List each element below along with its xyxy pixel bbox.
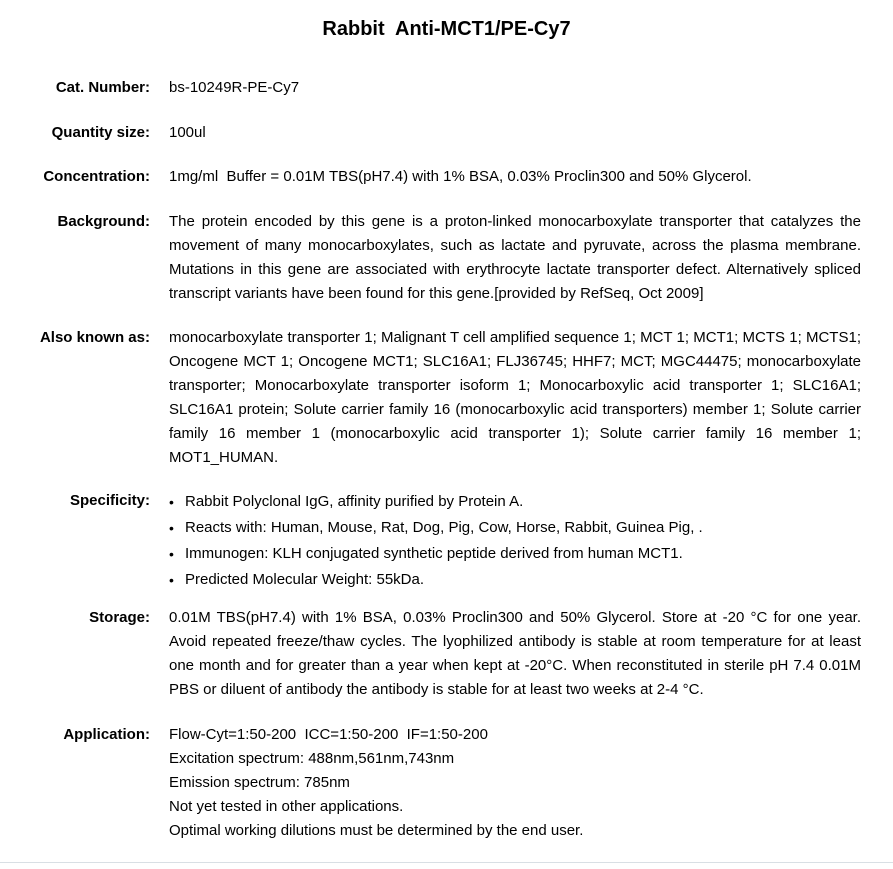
field-row-specificity — [0, 489, 893, 593]
application-excitation-line: Excitation spectrum: 488nm,561nm,743nm — [169, 750, 455, 767]
bullet-icon: • — [169, 494, 174, 510]
bullet-text: Rabbit Polyclonal IgG, affinity purified by Protein A. — [185, 493, 524, 510]
bullet-icon: • — [169, 572, 174, 588]
application-not-tested-line: Not yet tested in other applications. — [169, 798, 404, 815]
bullet-text: Predicted Molecular Weight: 55kDa. — [185, 571, 425, 588]
field-row-quantity-size — [0, 121, 893, 145]
list-item — [169, 567, 861, 593]
field-row-concentration — [0, 165, 893, 189]
application-lines — [169, 723, 861, 843]
field-label-quantity-size: Quantity size: — [51, 124, 150, 141]
field-value-cat-number: bs-10249R-PE-Cy7 — [169, 79, 300, 96]
specificity-bullet-list — [169, 489, 861, 593]
bottom-divider — [0, 862, 893, 863]
list-item — [169, 489, 861, 515]
field-label-also-known-as: Also known as: — [39, 329, 150, 346]
field-label-concentration: Concentration: — [43, 168, 150, 185]
field-value-concentration: 1mg/ml Buffer = 0.01M TBS(pH7.4) with 1% BSA, 0.03% Proclin300 and 50% Glycerol. — [169, 168, 752, 185]
field-value-background: The protein encoded by this gene is a proton-linked monocarboxylate transporter that catalyzes the movement of many monocarboxylates, such as lactate and pyruvate, across the plasma membrane. Mutations in this gene are associated with erythrocyte lactate transporter defect. Alternatively spliced transcript variants have been found for this gene.[provided by RefSeq, Oct 2009] — [169, 213, 861, 302]
bullet-icon: • — [169, 520, 174, 536]
field-value-quantity-size: 100ul — [169, 124, 206, 141]
field-row-storage — [0, 606, 893, 702]
field-row-background — [0, 210, 893, 306]
field-row-application — [0, 723, 893, 843]
field-label-cat-number: Cat. Number: — [55, 79, 150, 96]
bullet-icon: • — [169, 546, 174, 562]
list-item — [169, 515, 861, 541]
field-row-also-known-as — [0, 326, 893, 470]
field-value-storage: 0.01M TBS(pH7.4) with 1% BSA, 0.03% Proclin300 and 50% Glycerol. Store at -20 °C for one year. Avoid repeated freeze/thaw cycles. The lyophilized antibody is stable at room temperature for at least one month and for greater than a year when kept at -20°C. When reconstituted in sterile pH 7.4 0.01M PBS or diluent of antibody the antibody is stable for at least two weeks at 2-4 °C. — [169, 609, 861, 698]
application-emission-line: Emission spectrum: 785nm — [169, 774, 350, 791]
field-label-storage: Storage: — [89, 609, 150, 626]
application-dilutions-note-line: Optimal working dilutions must be determined by the end user. — [169, 822, 584, 839]
field-label-application: Application: — [63, 726, 150, 743]
field-value-also-known-as: monocarboxylate transporter 1; Malignant T cell amplified sequence 1; MCT 1; MCT1; MCTS 1; MCTS1; Oncogene MCT 1; Oncogene MCT1; SLC16A1; FLJ36745; HHF7; MCT; MGC44475; monocarboxylate transporter; Monocarboxylate transporter isoform 1; Monocarboxylic acid transporter 1; SLC16A1; SLC16A1 protein; Solute carrier family 16 (monocarboxylic acid transporters) member 1; Solute carrier family 16 member 1 (monocarboxylic acid transporter 1); Solute carrier family 16 member 1; MOT1_HUMAN. — [169, 329, 861, 466]
field-label-specificity: Specificity: — [69, 492, 150, 509]
field-label-background: Background: — [57, 213, 150, 230]
list-item — [169, 541, 861, 567]
page-title: Rabbit Anti-MCT1/PE-Cy7 — [322, 18, 571, 40]
bullet-text: Immunogen: KLH conjugated synthetic peptide derived from human MCT1. — [185, 545, 683, 562]
application-dilution-line: Flow-Cyt=1:50-200 ICC=1:50-200 IF=1:50-200 — [169, 726, 488, 743]
field-row-cat-number — [0, 76, 893, 100]
bullet-text: Reacts with: Human, Mouse, Rat, Dog, Pig, Cow, Horse, Rabbit, Guinea Pig, . — [185, 519, 703, 536]
